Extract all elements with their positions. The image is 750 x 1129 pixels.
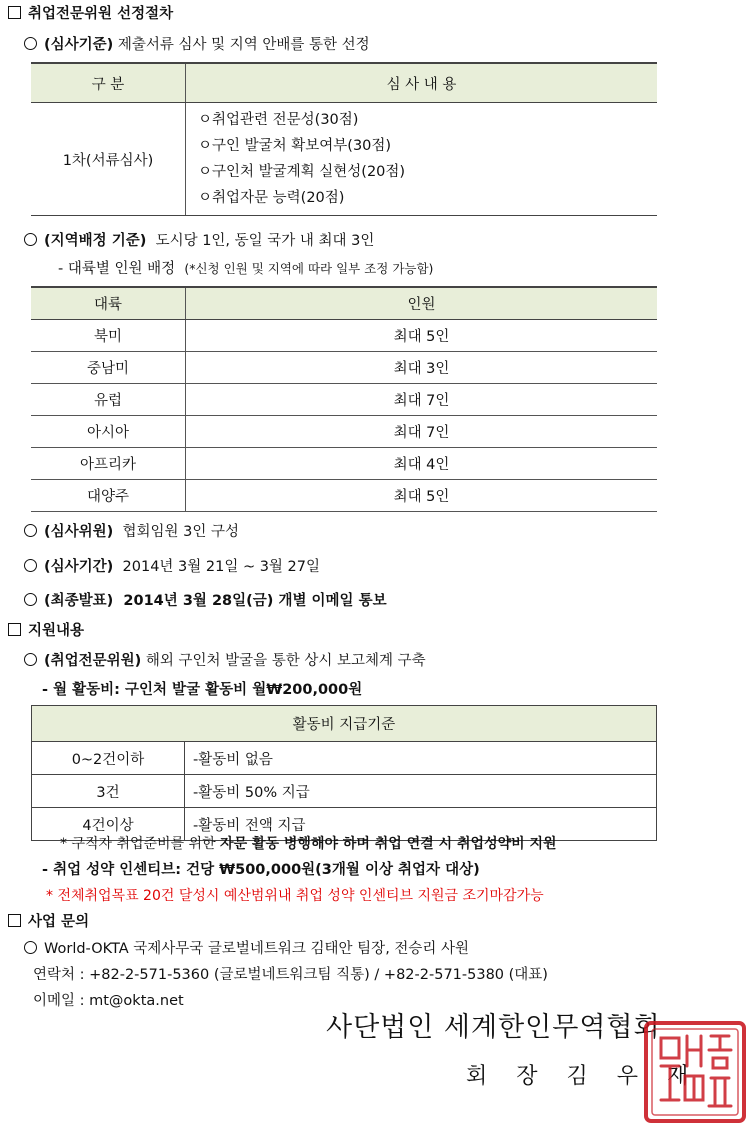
circle-bullet-icon — [24, 941, 37, 954]
screening-table — [31, 62, 657, 216]
table-row: 북미 최대 5인 — [31, 320, 657, 352]
section-heading-support: 지원내용 — [8, 621, 84, 641]
region-allocation-table — [31, 286, 657, 512]
circle-bullet-icon — [24, 37, 37, 50]
circle-bullet-icon — [24, 233, 37, 246]
region-criteria-line: (지역배정 기준) 도시당 1인, 동일 국가 내 최대 3인 — [24, 231, 374, 251]
judges-line: (심사위원) 협회임원 3인 구성 — [24, 522, 239, 542]
section-heading-selection: 취업전문위원 선정절차 — [8, 4, 173, 24]
contact-org-line: World-OKTA 국제사무국 글로벌네트워크 김태안 팀장, 전승리 사원 — [24, 939, 469, 959]
table-header: 심 사 내 용 — [186, 63, 658, 103]
note-advisory: * 구직자 취업준비를 위한 자문 활동 병행해야 하며 취업 연결 시 취업성약비 지원 — [60, 836, 557, 852]
criteria-item: ㅇ취업관련 전문성(30점) — [198, 112, 359, 128]
table-row: 아시아 최대 7인 — [31, 416, 657, 448]
section-heading-inquiry: 사업 문의 — [8, 912, 89, 932]
table-header: 인원 — [186, 287, 658, 320]
checkbox-square-icon — [8, 6, 21, 19]
circle-bullet-icon — [24, 559, 37, 572]
organization-name: 사단법인 세계한인무역협회 — [326, 1012, 661, 1043]
official-seal-stamp — [643, 1020, 747, 1124]
region-sub-line: - 대륙별 인원 배정 (*신청 인원 및 지역에 따라 일부 조정 가능함) — [58, 261, 434, 277]
incentive-line: - 취업 성약 인센티브: 건당 ₩500,000원(3개월 이상 취업자 대상) — [42, 862, 480, 878]
contact-phone-line: 연락처 : +82-2-571-5360 (글로벌네트워크팀 직통) / +82-2-571-5380 (대표) — [33, 967, 548, 983]
table-header: 대륙 — [31, 287, 186, 320]
monthly-allowance-line: - 월 활동비: 구인처 발굴 활동비 월₩200,000원 — [42, 682, 363, 698]
table-row: 3건 -활동비 50% 지급 — [32, 775, 657, 808]
red-deadline-note: * 전체취업목표 20건 달성시 예산범위내 취업 성약 인센티브 지원금 조기마감가능 — [46, 888, 544, 904]
criteria-item: ㅇ구인처 발굴계획 실현성(20점) — [198, 164, 406, 180]
table-row: 대양주 최대 5인 — [31, 480, 657, 512]
checkbox-square-icon — [8, 914, 21, 927]
contact-email-line: 이메일 : mt@okta.net — [33, 993, 184, 1009]
table-row: 유럽 최대 7인 — [31, 384, 657, 416]
expert-line: (취업전문위원) 해외 구인처 발굴을 통한 상시 보고체계 구축 — [24, 651, 426, 671]
table-row: 4건이상 -활동비 전액 지급 — [32, 808, 657, 841]
table-row: 아프리카 최대 4인 — [31, 448, 657, 480]
table-row: 중남미 최대 3인 — [31, 352, 657, 384]
circle-bullet-icon — [24, 653, 37, 666]
table-header: 활동비 지급기준 — [32, 706, 657, 742]
criteria-line: (심사기준) 제출서류 심사 및 지역 안배를 통한 선정 — [24, 35, 370, 55]
checkbox-square-icon — [8, 623, 21, 636]
table-header: 구 분 — [31, 63, 186, 103]
criteria-items-cell — [186, 103, 658, 216]
table-row: 0~2건이하 -활동비 없음 — [32, 742, 657, 775]
final-announcement-line: (최종발표) 2014년 3월 28일(금) 개별 이메일 통보 — [24, 591, 387, 611]
president-name: 회 장 김 우 재 — [466, 1064, 689, 1089]
criteria-item: ㅇ취업자문 능력(20점) — [198, 190, 345, 206]
period-line: (심사기간) 2014년 3월 21일 ~ 3월 27일 — [24, 557, 320, 577]
criteria-item: ㅇ구인 발굴처 확보여부(30점) — [198, 138, 392, 154]
circle-bullet-icon — [24, 593, 37, 606]
circle-bullet-icon — [24, 524, 37, 537]
allowance-table — [31, 705, 657, 841]
stage-cell: 1차(서류심사) — [31, 103, 186, 216]
